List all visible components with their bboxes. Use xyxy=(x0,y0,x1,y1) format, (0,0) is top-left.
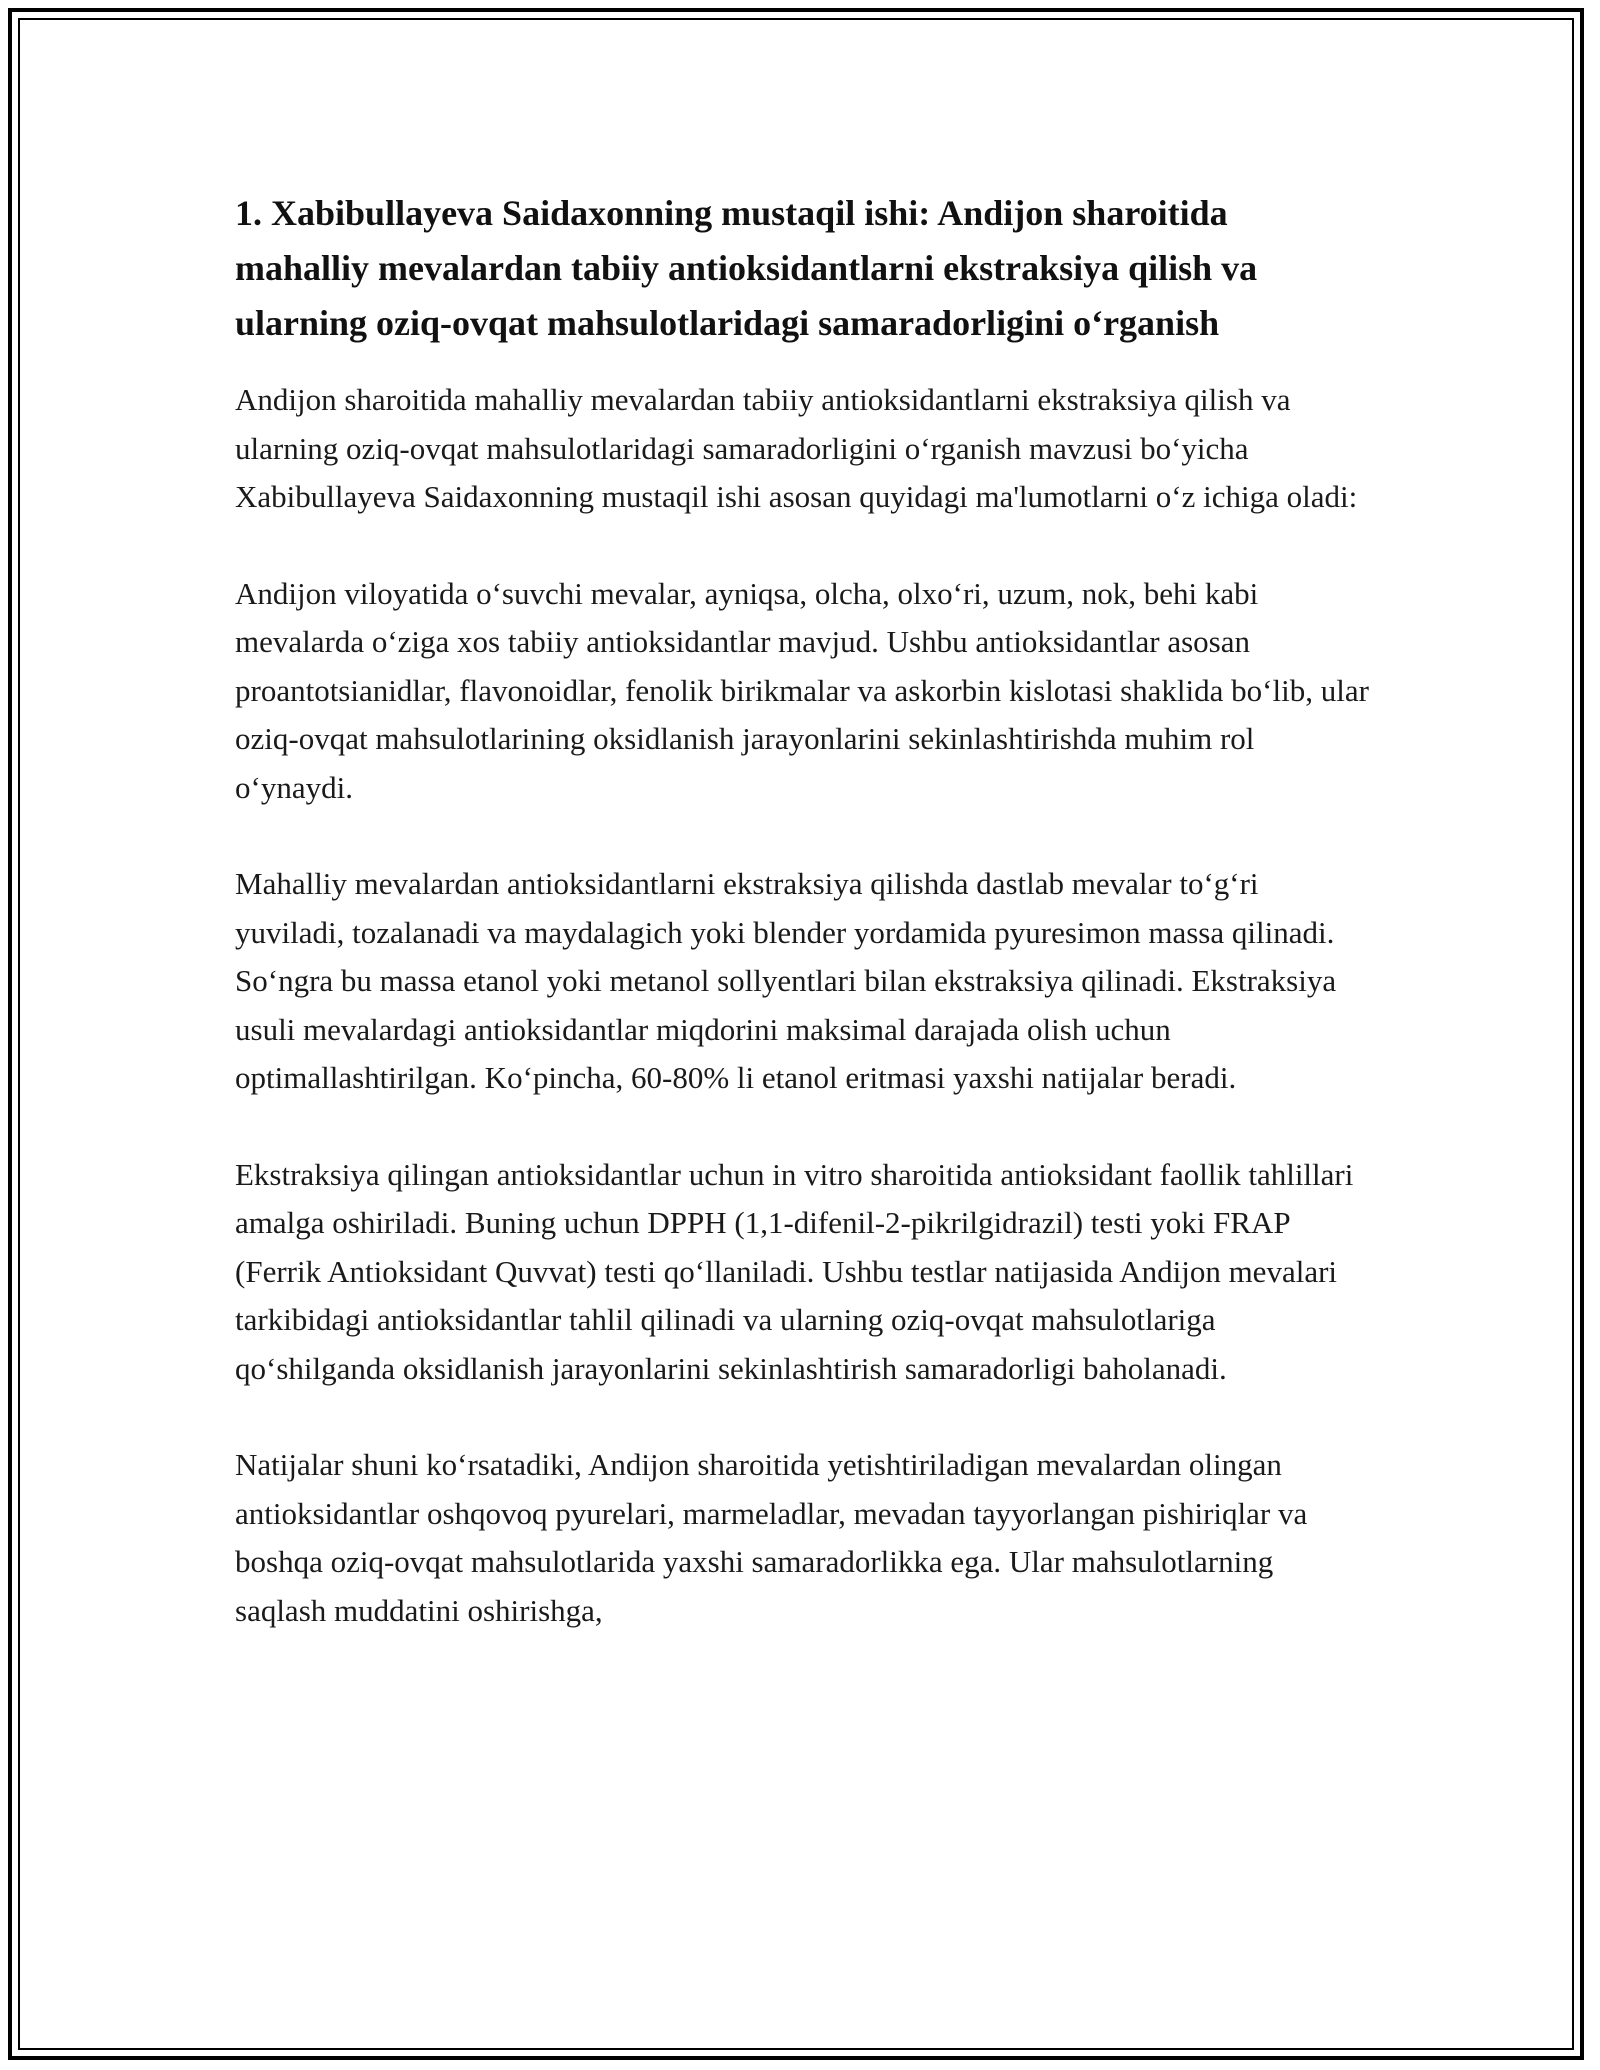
paragraph-extraction: Mahalliy mevalardan antioksidantlarni ekstraksiya qilishda dastlab mevalar to‘g‘ri yuviladi, tozalanadi va maydalagich yoki blender yordamida pyuresimon massa qilinadi. So‘ngra bu massa etanol yoki metanol sollyentlari bilan ekstraksiya qilinadi. Ekstraksiya usuli mevalardagi antioksidantlar miqdorini maksimal darajada olish uchun optimallashtirilgan. Ko‘pincha, 60-80% li etanol eritmasi yaxshi natijalar beradi. xyxy=(235,866,1337,1095)
paragraph-intro: Andijon sharoitida mahalliy mevalardan tabiiy antioksidantlarni ekstraksiya qilish va ularning oziq-ovqat mahsulotlaridagi samaradorligini o‘rganish mavzusi bo‘yicha Xabibullayeva Saidaxonning mustaqil ishi asosan quyidagi ma'lumotlarni o‘z ichiga oladi: xyxy=(235,382,1358,514)
document-title: 1. Xabibullayeva Saidaxonning mustaqil ishi: Andijon sharoitida mahalliy mevalardan tabiiy antioksidantlarni ekstraksiya qilish va ularning oziq-ovqat mahsulotlaridagi samaradorligini o‘rganish xyxy=(235,193,1258,343)
document-body xyxy=(235,186,1370,1635)
paragraph-analysis: Ekstraksiya qilingan antioksidantlar uchun in vitro sharoitida antioksidant faollik tahlillari amalga oshiriladi. Buning uchun DPPH (1,1-difenil-2-pikrilgidrazil) testi yoki FRAP (Ferrik Antioksidant Quvvat) testi qo‘llaniladi. Ushbu testlar natijasida Andijon mevalari tarkibidagi antioksidantlar tahlil qilinadi va ularning oziq-ovqat mahsulotlariga qo‘shilganda oksidlanish jarayonlarini sekinlashtirish samaradorligi baholanadi. xyxy=(235,1156,1354,1386)
paragraph-fruits: Andijon viloyatida o‘suvchi mevalar, ayniqsa, olcha, olxo‘ri, uzum, nok, behi kabi mevalarda o‘ziga xos tabiiy antioksidantlar mavjud. Ushbu antioksidantlar asosan proantotsianidlar, flavonoidlar, fenolik birikmalar va askorbin kislotasi shaklida bo‘lib, ular oziq-ovqat mahsulotlarining oksidlanish jarayonlarini sekinlashtirishda muhim rol o‘ynaydi. xyxy=(235,575,1369,805)
paragraph-results: Natijalar shuni ko‘rsatadiki, Andijon sharoitida yetishtiriladigan mevalardan olingan antioksidantlar oshqovoq pyurelari, marmeladlar, mevadan tayyorlangan pishiriqlar va boshqa oziq-ovqat mahsulotlarida yaxshi samaradorlikka ega. Ular mahsulotlarning saqlash muddatini oshirishga, xyxy=(235,1447,1308,1628)
